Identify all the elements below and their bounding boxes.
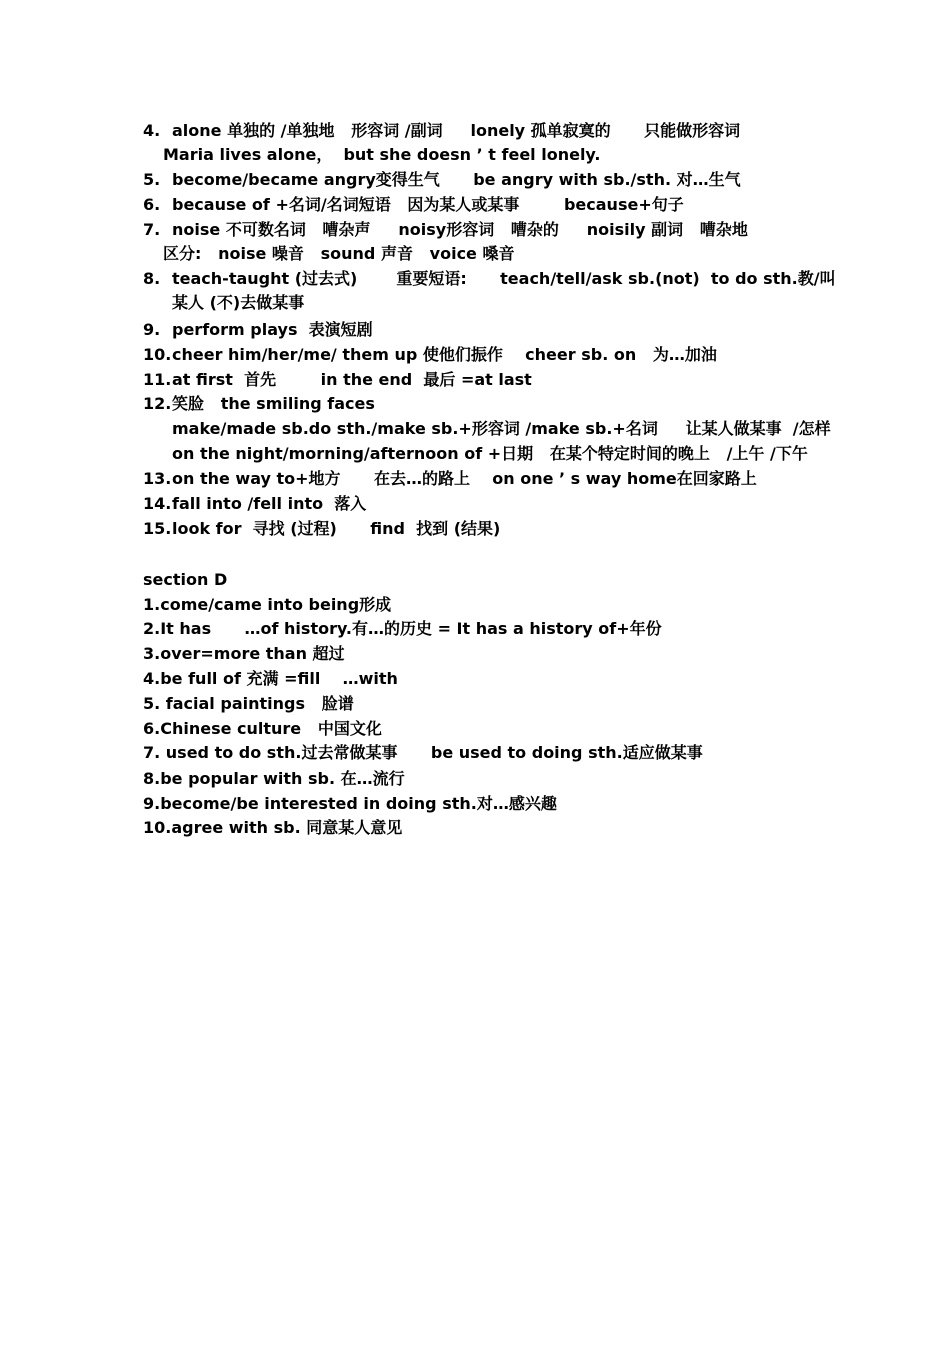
section-d-item-1: 1.come/came into being形成: [143, 595, 392, 614]
section-d-item-9: 9.become/be interested in doing sth.对…感兴趣: [143, 794, 557, 813]
section-d-item-5: 5. facial paintings 脸谱: [143, 694, 354, 713]
item-14: 14.fall into /fell into 落入: [143, 494, 367, 513]
item-6: 6. because of +名词/名词短语 因为某人或某事 because+句子: [143, 195, 684, 214]
section-d-item-7: 7. used to do sth.过去常做某事 be used to doing sth.适应做某事: [143, 743, 703, 762]
item-12: 12.笑脸 the smiling faces: [143, 394, 375, 413]
item-8: 8. teach-taught (过去式) 重要短语: teach/tell/ask sb.(not) to do sth.教/叫: [143, 269, 836, 288]
item-9: 9. perform plays 表演短剧: [143, 320, 373, 339]
item-10: 10.cheer him/her/me/ them up 使他们振作 cheer sb. on 为…加油: [143, 345, 717, 364]
section-d-item-4: 4.be full of 充满 =fill …with: [143, 669, 398, 688]
item-5: 5. become/became angry变得生气 be angry with sb./sth. 对…生气: [143, 170, 741, 189]
item-12-on-the-night: on the night/morning/afternoon of +日期 在某个特定时间的晚上 /上午 /下午: [172, 444, 808, 463]
section-d-heading: section D: [143, 570, 228, 589]
item-12-make: make/made sb.do sth./make sb.+形容词 /make sb.+名词 让某人做某事 /怎样: [172, 419, 831, 438]
item-15: 15.look for 寻找 (过程) find 找到 (结果): [143, 519, 501, 538]
section-d-item-2: 2.It has …of history.有…的历史 = It has a history of+年份: [143, 619, 662, 638]
item-7: 7. noise 不可数名词 嘈杂声 noisy形容词 嘈杂的 noisily 副词 嘈杂地: [143, 220, 748, 239]
item-4: 4. alone 单独的 /单独地 形容词 /副词 lonely 孤单寂寞的 只能做形容词: [143, 121, 741, 140]
section-d-item-3: 3.over=more than 超过: [143, 644, 345, 663]
item-8-continued: 某人 (不)去做某事: [172, 293, 305, 312]
section-d-item-10: 10.agree with sb. 同意某人意见: [143, 818, 403, 837]
item-11: 11.at first 首先 in the end 最后 =at last: [143, 370, 532, 389]
item-4-example: Maria lives alone， but she doesn ’ t feel lonely.: [163, 145, 601, 164]
item-7-distinguish: 区分: noise 噪音 sound 声音 voice 嗓音: [163, 244, 515, 263]
section-d-item-6: 6.Chinese culture 中国文化: [143, 719, 382, 738]
section-d-item-8: 8.be popular with sb. 在…流行: [143, 769, 405, 788]
item-13: 13.on the way to+地方 在去…的路上 on one ’ s way home在回家路上: [143, 469, 757, 488]
